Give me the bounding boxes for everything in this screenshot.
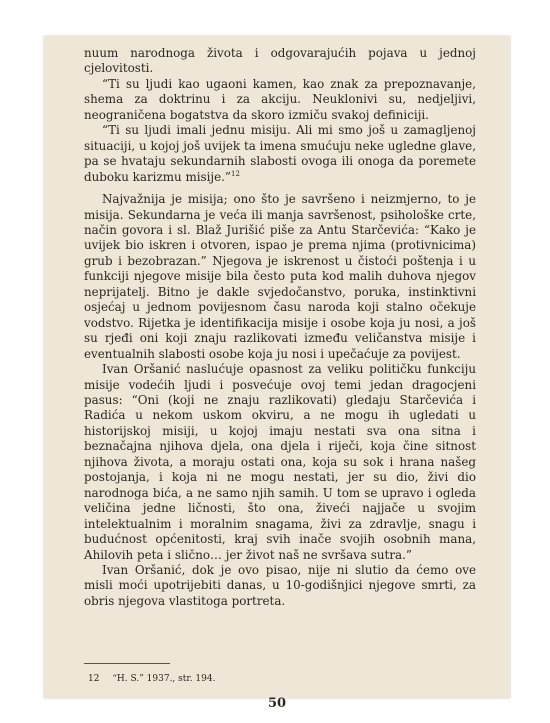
paragraph-closing: Ivan Oršanić, dok je ovo pisao, nije ni slutio da ćemo ove misli moći upotrijebiti danas, u 10-godišnjici njegove smrti, za obris njegova vlastitoga portreta. [84, 562, 476, 608]
body-text [84, 46, 476, 609]
footnote-text: “H. S.” 1937., str. 194. [112, 674, 216, 684]
book-page [44, 36, 510, 711]
footnote-reference: 12 [231, 169, 240, 178]
paragraph-mission: Najvažnija je misija; ono što je savršeno i neizmjerno, to je misija. Sekundarna je veća ili manja savršenost, psihološke crte, način govora i sl. Blaž Jurišić piše za Antu Starčevića: “Kako je uvijek bio iskren i otvoren, ispao je prema njima (protivnicima) grub i bezobrazan.” Njegova je iskrenost u čistoći poštenja i u funkciji njegove misije bila često puta kod malih duhova njegov neprijatelj. Bitno je dakle svjedočanstvo, poruka, instinktivni osjećaj u jednom povijesnom času naroda koji stalno očekuje vodstvo. Rijetka je identifikacija misije i osobe koja ju nosi, a još su rjeđi oni koji znaju razlikovati između veličanstva misije i eventualnih slabosti osobe koja ju nosi i upečaćuje za povijest. [84, 192, 476, 361]
footnote-number: 12 [88, 674, 100, 684]
footnote [88, 674, 215, 684]
quote-paragraph-2-text: “Ti su ljudi imali jednu misiju. Ali mi smo još u zamagljenoj situaciji, u kojoj još uvijek ta imena smućuju neke ugledne glave, pa se hvataju sekundarnih slabosti ovoga ili onoga da poremete duboku karizmu misije.” [84, 123, 476, 184]
footnote-divider [84, 663, 170, 664]
paragraph-continuation: nuum narodnoga života i odgovarajućih pojava u jednoj cjelovitosti. [84, 46, 476, 76]
quote-paragraph-1: “Ti su ljudi kao ugaoni kamen, kao znak za prepoznavanje, shema za doktrinu i za akciju. Neuklonivi su, nedjeljivi, neograničena bogatstva da skoro izmiču svakoj definiciji. [84, 76, 476, 122]
paragraph-orsanic-quote: Ivan Oršanić naslućuje opasnost za veliku političku funkciju misije vodećih ljudi i posvećuje ovoj temi jedan dragocjeni pasus: “Oni (koji ne znaju razlikovati) gledaju Starčevića i Radića u nekom uskom okviru, a ne mogu ih ugledati u historijskoj misiji, u kojoj imaju nestati sva ona sitna i beznačajna njihova djela, ona djela i riječi, koja čine sitnost njihova života, a moraju ostati ona, koja su sok i hrana našeg postojanja, i koja ni ne mogu nestati, jer su dio, živi dio narodnoga bića, a ne samo njih samih. U tom se upravo i ogleda veličina jedne ličnosti, što ona, živeći najjače u svojim intelektualnim i moralnim snagama, živi za zdravlje, snagu i budućnost općenitosti, kraj svih inače svojih osobnih mana, Ahilovih peta i slično… jer život naš ne svršava sutra.” [84, 362, 476, 562]
quote-paragraph-2 [84, 123, 476, 185]
page-number: 50 [267, 696, 287, 711]
